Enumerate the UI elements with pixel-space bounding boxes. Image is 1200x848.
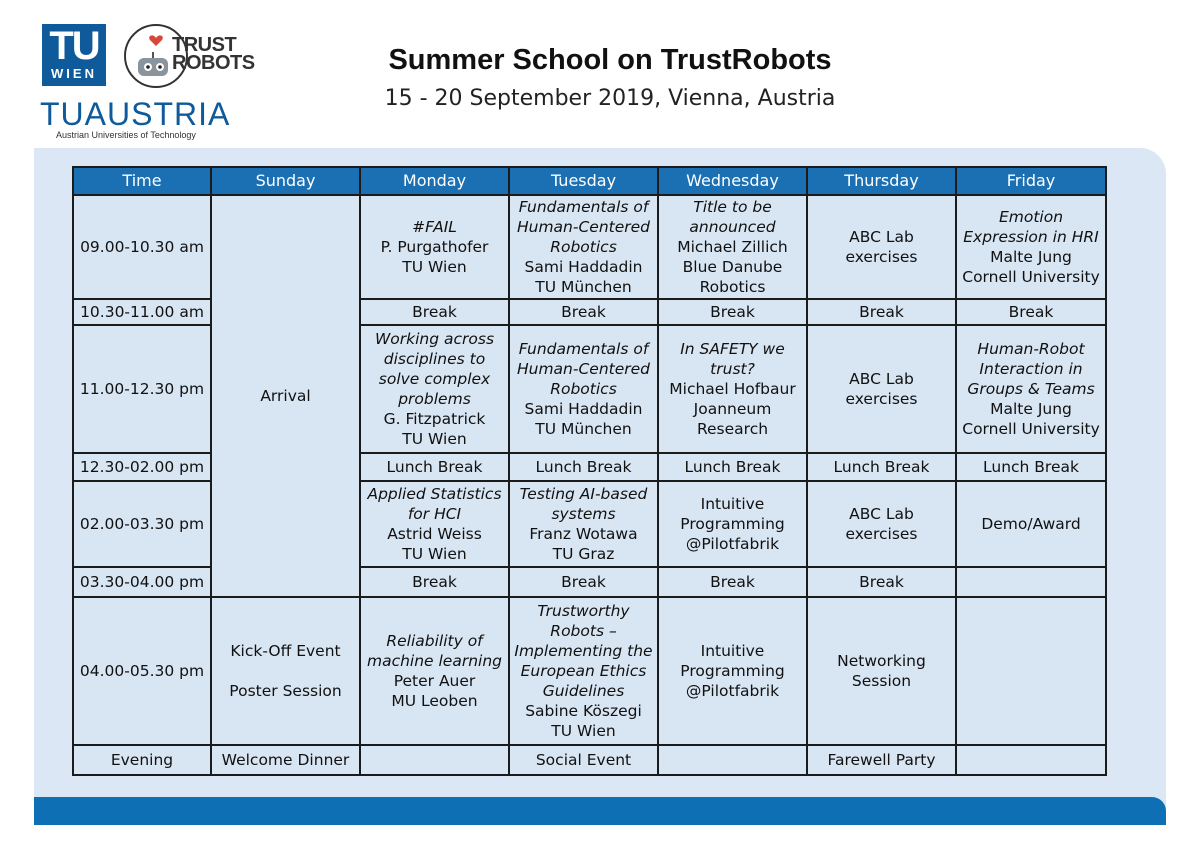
break-cell: Break: [658, 567, 807, 597]
session-title: In SAFETY we: [680, 340, 785, 358]
time-cell: 12.30-02.00 pm: [73, 453, 211, 481]
session-title: Expression in HRI: [963, 228, 1099, 246]
lunch-cell: Lunch Break: [956, 453, 1106, 481]
lunch-cell: Lunch Break: [360, 453, 509, 481]
speaker-name: Malte Jung: [990, 248, 1072, 266]
speaker-name: P. Purgathofer: [380, 238, 489, 256]
session-cell: [956, 325, 1106, 453]
table-row: [73, 745, 1106, 775]
header-friday: Friday: [956, 167, 1106, 195]
empty-cell: [956, 567, 1106, 597]
session-title: Title to be: [693, 198, 772, 216]
header-sunday: Sunday: [211, 167, 360, 195]
break-cell: Break: [360, 567, 509, 597]
lunch-cell: Lunch Break: [509, 453, 658, 481]
break-cell: Break: [509, 567, 658, 597]
sunday-event-cell: [211, 597, 360, 745]
session-cell: [807, 481, 956, 567]
affiliation: Cornell University: [962, 268, 1100, 286]
empty-cell: [658, 745, 807, 775]
session-title: #FAIL: [412, 218, 457, 236]
speaker-name: Sabine Köszegi: [525, 702, 642, 720]
affiliation: TU München: [535, 420, 632, 438]
session-label: Programming: [680, 662, 785, 680]
session-label: Intuitive: [700, 495, 765, 513]
time-cell: 02.00-03.30 pm: [73, 481, 211, 567]
time-cell: 09.00-10.30 am: [73, 195, 211, 299]
table-row: [73, 597, 1106, 745]
empty-cell: [956, 745, 1106, 775]
session-title: Interaction in: [979, 360, 1083, 378]
session-title: Applied Statistics: [367, 485, 502, 503]
session-title: Human-Robot: [977, 340, 1085, 358]
session-cell: [360, 597, 509, 745]
session-title: Implementing the: [514, 642, 653, 660]
schedule-table: [72, 166, 1107, 776]
session-cell: [807, 597, 956, 745]
speaker-name: Franz Wotawa: [529, 525, 638, 543]
affiliation: TU Wien: [551, 722, 616, 740]
session-label: Intuitive: [700, 642, 765, 660]
affiliation: Cornell University: [962, 420, 1100, 438]
session-title: for HCI: [407, 505, 462, 523]
empty-cell: [956, 597, 1106, 745]
affiliation: TU Graz: [552, 545, 615, 563]
session-title: Fundamentals of: [518, 340, 649, 358]
speaker-name: Sami Haddadin: [524, 400, 643, 418]
session-cell: [509, 481, 658, 567]
session-title: machine learning: [366, 652, 503, 670]
break-cell: Break: [360, 299, 509, 325]
table-row: [73, 195, 1106, 299]
break-cell: Break: [807, 567, 956, 597]
session-cell: [807, 325, 956, 453]
session-label: @Pilotfabrik: [685, 682, 780, 700]
welcome-dinner-cell: Welcome Dinner: [211, 745, 360, 775]
session-title: Fundamentals of: [518, 198, 649, 216]
speaker-name: Malte Jung: [990, 400, 1072, 418]
page-title: Summer School on TrustRobots: [388, 44, 832, 76]
session-title: Guidelines: [542, 682, 625, 700]
session-title: solve complex: [378, 370, 491, 388]
social-event-cell: Social Event: [509, 745, 658, 775]
trust-robots-wordmark: [172, 36, 255, 72]
session-label: exercises: [845, 390, 918, 408]
session-title: Human-Centered: [516, 360, 651, 378]
poster-session: Poster Session: [229, 682, 342, 700]
session-cell: [658, 325, 807, 453]
trust-robots-line1: TRUST: [172, 34, 237, 56]
sunday-arrival-cell: Arrival: [211, 195, 360, 597]
tu-austria-tagline: Austrian Universities of Technology: [56, 130, 196, 140]
affiliation: TU Wien: [402, 430, 467, 448]
session-label: Session: [851, 672, 912, 690]
speaker-name: Peter Auer: [393, 672, 476, 690]
tu-wien-logo: [42, 24, 106, 86]
affiliation: MU Leoben: [391, 692, 478, 710]
footer-bar: [34, 797, 1166, 825]
affiliation: TU Wien: [402, 258, 467, 276]
session-title: Emotion: [998, 208, 1064, 226]
session-title: Testing AI-based: [519, 485, 648, 503]
break-cell: Break: [658, 299, 807, 325]
session-cell: [360, 325, 509, 453]
session-label: Programming: [680, 515, 785, 533]
affiliation: TU Wien: [402, 545, 467, 563]
time-cell: 10.30-11.00 am: [73, 299, 211, 325]
session-cell: [807, 195, 956, 299]
kickoff-event: Kick-Off Event: [230, 642, 341, 660]
header-tuesday: Tuesday: [509, 167, 658, 195]
affiliation: Robotics: [699, 278, 766, 296]
session-title: Reliability of: [386, 632, 483, 650]
header-time: Time: [73, 167, 211, 195]
break-cell: Break: [509, 299, 658, 325]
session-label: ABC Lab: [849, 228, 914, 246]
session-cell: [360, 481, 509, 567]
tu-austria-name: TUAUSTRIA: [40, 96, 231, 132]
speaker-name: Michael Hofbaur: [669, 380, 796, 398]
session-title: problems: [398, 390, 471, 408]
tu-wien-logo-tu: TU: [49, 24, 99, 68]
affiliation: Joanneum: [693, 400, 772, 418]
session-title: Human-Centered: [516, 218, 651, 236]
speaker-name: Astrid Weiss: [387, 525, 482, 543]
time-cell: 03.30-04.00 pm: [73, 567, 211, 597]
speaker-name: Sami Haddadin: [524, 258, 643, 276]
session-cell: [956, 195, 1106, 299]
session-cell: [509, 195, 658, 299]
session-title: Robotics: [550, 380, 617, 398]
session-label: Networking: [837, 652, 926, 670]
session-cell: [658, 597, 807, 745]
session-title: Trustworthy: [537, 602, 630, 620]
session-title: disciplines to: [383, 350, 486, 368]
speaker-name: Michael Zillich: [677, 238, 788, 256]
break-cell: Break: [956, 299, 1106, 325]
session-cell: [509, 597, 658, 745]
session-cell: [360, 195, 509, 299]
tu-wien-logo-wien: WIEN: [51, 66, 97, 81]
time-cell: Evening: [73, 745, 211, 775]
session-label: exercises: [845, 248, 918, 266]
lunch-cell: Lunch Break: [807, 453, 956, 481]
session-cell: [509, 325, 658, 453]
speaker-name: G. Fitzpatrick: [383, 410, 486, 428]
affiliation: TU München: [535, 278, 632, 296]
page-subtitle: 15 - 20 September 2019, Vienna, Austria: [384, 86, 836, 111]
trust-robots-line2: ROBOTS: [172, 52, 255, 74]
affiliation: Research: [696, 420, 769, 438]
header-wednesday: Wednesday: [658, 167, 807, 195]
session-cell: Demo/Award: [956, 481, 1106, 567]
affiliation: Blue Danube: [682, 258, 783, 276]
session-label: ABC Lab: [849, 505, 914, 523]
lunch-cell: Lunch Break: [658, 453, 807, 481]
time-cell: 11.00-12.30 pm: [73, 325, 211, 453]
empty-cell: [360, 745, 509, 775]
spacer: [214, 661, 357, 681]
session-label: @Pilotfabrik: [685, 535, 780, 553]
header-row: [73, 167, 1106, 195]
header-thursday: Thursday: [807, 167, 956, 195]
session-cell: [658, 195, 807, 299]
time-cell: 04.00-05.30 pm: [73, 597, 211, 745]
session-title: Working across: [374, 330, 495, 348]
session-title: Robots –: [550, 622, 617, 640]
tu-austria-logo: [40, 98, 240, 142]
session-label: ABC Lab: [849, 370, 914, 388]
break-cell: Break: [807, 299, 956, 325]
session-label: exercises: [845, 525, 918, 543]
farewell-party-cell: Farewell Party: [807, 745, 956, 775]
session-title: Groups & Teams: [967, 380, 1095, 398]
header-monday: Monday: [360, 167, 509, 195]
session-title: announced: [689, 218, 776, 236]
session-title: systems: [551, 505, 616, 523]
session-title: European Ethics: [520, 662, 647, 680]
session-title: trust?: [710, 360, 755, 378]
session-cell: [658, 481, 807, 567]
session-title: Robotics: [550, 238, 617, 256]
trust-robots-logo: [124, 24, 254, 90]
